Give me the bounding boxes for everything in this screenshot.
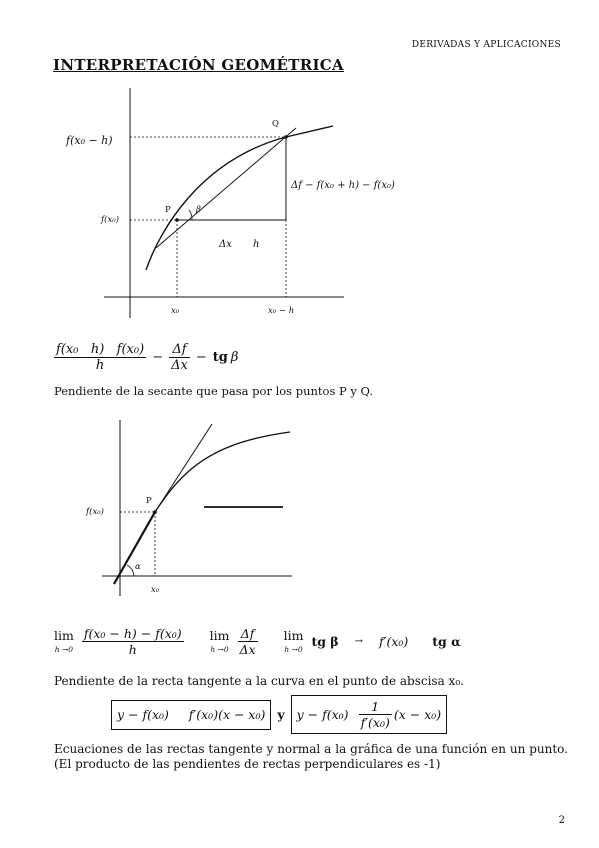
derivative-at-x0: f′(x₀) xyxy=(379,634,409,649)
line-equations xyxy=(111,695,447,734)
limit-3-word: lim xyxy=(283,628,304,643)
limit-1-denominator: h xyxy=(82,641,184,657)
fig1-label-x0: x₀ xyxy=(171,306,180,316)
normal-slope-denominator: f′(x₀) xyxy=(360,715,390,730)
limit-arrow: → xyxy=(354,636,363,647)
page-number: 2 xyxy=(558,815,565,826)
limit-3-tg-beta: tg β xyxy=(311,634,339,649)
equations-caption: Ecuaciones de las rectas tangente y normal a la gráfica de una función en un punto. (El producto de las pendientes de rectas perpendiculares es -1) xyxy=(54,742,568,771)
fig1-label-delta-x: Δx xyxy=(219,239,232,250)
fig1-label-x0-minus-h: x₀ − h xyxy=(268,306,295,316)
formula1-minus-2: − xyxy=(195,350,207,365)
limit-3-subscript: h →0 xyxy=(284,644,303,654)
section-title: INTERPRETACIÓN GEOMÉTRICA xyxy=(53,56,344,74)
fig2-label-P: P xyxy=(146,496,152,506)
limit-2-word: lim xyxy=(209,628,230,643)
fig1-label-P: P xyxy=(165,205,171,215)
tangent-caption: Pendiente de la recta tangente a la curva en el punto de abscisa x₀. xyxy=(54,674,464,688)
limit-1-quotient xyxy=(82,626,184,657)
limit-2-quotient xyxy=(238,626,258,657)
limit-1-numerator: f(x₀ − h) − f(x₀) xyxy=(83,626,182,641)
limit-2-denominator: Δx xyxy=(239,642,256,657)
normal-left: y − f(x₀) xyxy=(296,707,349,722)
normal-slope xyxy=(359,699,392,730)
limit-1-subscript: h →0 xyxy=(54,644,74,654)
limit-1 xyxy=(54,630,74,653)
fig1-label-beta: β xyxy=(196,205,201,215)
fig2-label-fx0: f(x₀) xyxy=(86,507,104,517)
equations-and: y xyxy=(277,707,285,722)
normal-right: (x − x₀) xyxy=(393,707,442,722)
normal-line-equation xyxy=(291,695,448,734)
difference-quotient-numerator: f(x₀ h) f(x₀) xyxy=(56,342,145,357)
secant-caption: Pendiente de la secante que pasa por los puntos P y Q. xyxy=(54,384,374,398)
normal-slope-numerator: 1 xyxy=(371,699,380,714)
formula1-tg: tg xyxy=(212,350,228,365)
tangent-limit-formula xyxy=(54,626,461,657)
fig1-label-Q: Q xyxy=(272,119,279,129)
limit-1-word: lim xyxy=(54,628,74,643)
fig2-label-alpha: α xyxy=(135,562,141,572)
running-header: DERIVADAS Y APLICACIONES xyxy=(411,40,561,50)
delta-ratio-denominator: Δx xyxy=(171,358,188,373)
limit-2-numerator: Δf xyxy=(240,626,255,641)
delta-ratio-numerator: Δf xyxy=(172,342,187,357)
tg-alpha: tg α xyxy=(432,634,461,649)
tangent-line-equation: y − f(x₀) f′(x₀)(x − x₀) xyxy=(111,700,271,730)
difference-quotient-denominator: h xyxy=(54,357,146,373)
fig2-angle-arc xyxy=(127,565,134,576)
fig1-label-h: h xyxy=(253,239,260,250)
formula1-beta: β xyxy=(230,350,239,365)
limit-2-subscript: h →0 xyxy=(210,644,229,654)
fig1-label-fx0: f(x₀) xyxy=(101,215,119,225)
limit-2 xyxy=(210,630,230,653)
fig1-label-fxh: f(x₀ − h) xyxy=(66,134,113,147)
fig2-curve xyxy=(128,432,290,560)
formula1-minus-1: − xyxy=(152,350,164,365)
fig1-label-delta-f: Δf − f(x₀ + h) − f(x₀) xyxy=(291,180,395,191)
fig2-tangent-line xyxy=(155,424,212,512)
fig2-point-P xyxy=(153,510,157,514)
fig2-label-x0: x₀ xyxy=(151,585,160,595)
limit-3 xyxy=(284,630,304,653)
